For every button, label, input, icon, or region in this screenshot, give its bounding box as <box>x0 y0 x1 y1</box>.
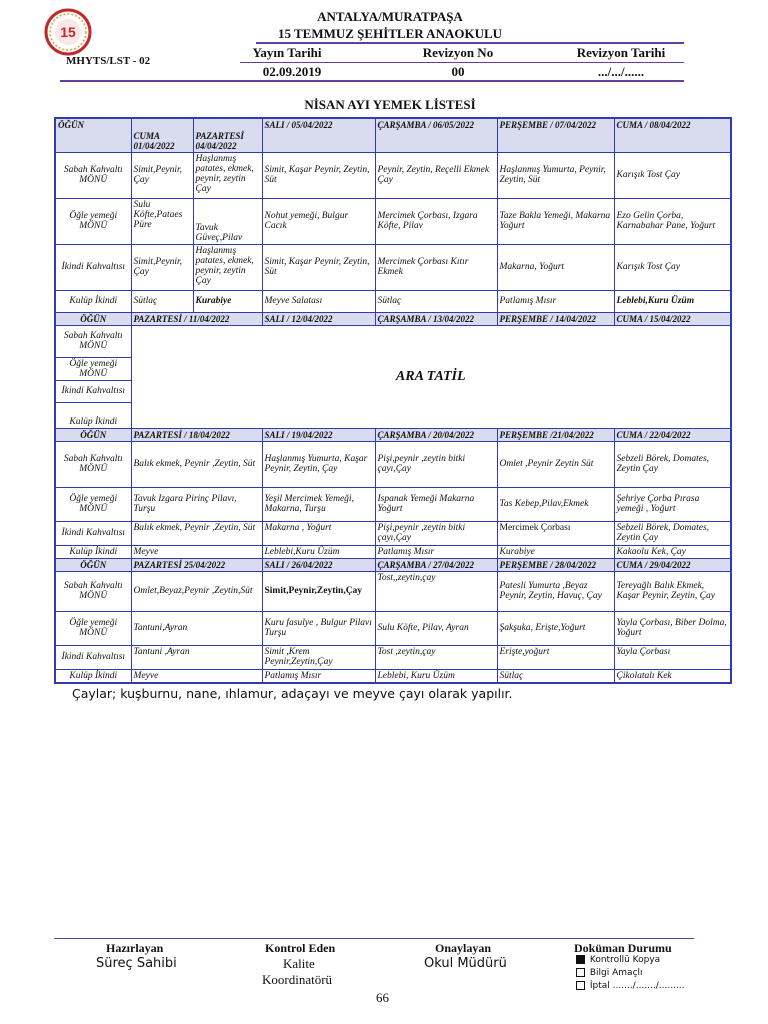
meal-menu-table <box>54 117 732 684</box>
header-cell: CUMA / 29/04/2022 <box>614 558 731 571</box>
header-line1: ANTALYA/MURATPAŞA <box>317 9 463 24</box>
header-cell: SALI / 05/04/2022 <box>262 118 375 152</box>
header-cell: CUMA / 22/04/2022 <box>614 428 731 441</box>
meal-name: Sabah Kahvaltı MÖNÜ <box>55 325 131 357</box>
menu-cell: Yeşil Mercimek Yemeği, Makarna, Turşu <box>262 487 375 521</box>
header-cell: PAZARTESİ / 11/04/2022 <box>131 312 262 325</box>
logo-text: 15 <box>60 24 76 40</box>
menu-cell: Tantuni ,Ayran <box>131 645 262 669</box>
menu-cell: Simit, Kaşar Peynir, Zeytin, Süt <box>262 244 375 290</box>
meal-name: Kulüp İkindi <box>55 290 131 312</box>
header-cell: PERŞEMBE / 28/04/2022 <box>497 558 614 571</box>
status-cancel <box>576 981 685 991</box>
table-row <box>55 521 731 545</box>
meal-name: Kulüp İkindi <box>55 669 131 683</box>
meal-name: Öğle yemeği MÖNÜ <box>55 611 131 645</box>
status-controlled-copy <box>576 955 660 965</box>
menu-cell: Haşlanmış Yumurta, Kaşar Peynir, Zeytin, Çay <box>262 441 375 487</box>
meal-name: Sabah Kahvaltı MÖNÜ <box>55 152 131 198</box>
table-row <box>55 244 731 290</box>
status-item-label: Kontrollü Kopya <box>589 955 661 965</box>
meal-name: Kulüp İkindi <box>55 402 131 428</box>
menu-cell: Sulu Köfte,Pataes Püre <box>131 198 193 244</box>
menu-cell: Simit, Kaşar Peynir, Zeytin, Süt <box>262 152 375 198</box>
revision-date-label: Revizyon Tarihi <box>576 45 666 60</box>
menu-cell: Leblebi,Kuru Üzüm <box>262 545 375 558</box>
header-cell: SALI / 19/04/2022 <box>262 428 375 441</box>
menu-cell: Taze Bakla Yemeği, Makarna Yoğurt <box>497 198 614 244</box>
revision-no: 00 <box>451 64 465 79</box>
table-row <box>55 571 731 611</box>
menu-cell: Mercimek Çorbası, Izgara Köfte, Pilav <box>375 198 497 244</box>
checkbox-checked-icon <box>576 955 585 964</box>
menu-cell: Haşlanmış patates, ekmek, peynir, zeytin Çay <box>193 152 262 198</box>
menu-cell: Leblebi, Kuru Üzüm <box>375 669 497 683</box>
control-label: Kontrol Eden <box>265 941 336 955</box>
header-cell: ÖĞÜN <box>55 118 131 152</box>
menu-cell: Simit ,Krem Peynir,Zeytin,Çay <box>262 645 375 669</box>
approved-label: Onaylayan <box>435 941 492 955</box>
menu-cell: Haşlanmış patates, ekmek, peynir, zeytin Çay <box>193 244 262 290</box>
menu-cell: Simit,Peynir,Zeytin,Çay <box>262 571 375 611</box>
meal-name: Öğle yemeği MÖNÜ <box>55 198 131 244</box>
meal-name: Öğle yemeği MÖNÜ <box>55 487 131 521</box>
header-cell: ÇARŞAMBA / 27/04/2022 <box>375 558 497 571</box>
header-cell: PAZARTESİ / 18/04/2022 <box>131 428 262 441</box>
menu-cell: Sütlaç <box>497 669 614 683</box>
status-label: Doküman Durumu <box>574 941 672 955</box>
meal-name: Sabah Kahvaltı MÖNÜ <box>55 571 131 611</box>
header-cell: ÖĞÜN <box>55 312 131 325</box>
menu-cell: Sütlaç <box>131 290 193 312</box>
menu-cell: Peynir, Zeytin, Reçelli Ekmek Çay <box>375 152 497 198</box>
header-school-name: 15 TEMMUZ ŞEHİTLER ANAOKULU <box>277 26 503 41</box>
status-item-label: Bilgi Amaçlı <box>589 968 643 978</box>
header-cell: PAZARTESİ 25/04/2022 <box>131 558 262 571</box>
table-row <box>55 152 731 198</box>
week2-header-row <box>55 312 731 325</box>
header-cell: PERŞEMBE /21/04/2022 <box>497 428 614 441</box>
header-cell: SALI / 26/04/2022 <box>262 558 375 571</box>
checkbox-icon <box>576 968 585 977</box>
menu-cell: Tavuk Izgara Pirinç Pilavı, Turşu <box>131 487 262 521</box>
menu-cell: Çikolatalı Kek <box>614 669 731 683</box>
menu-cell: Kuru fasulye , Bulgur Pilavı Turşu <box>262 611 375 645</box>
tea-note: Çaylar; kuşburnu, nane, ıhlamur, adaçayı ve meyve çayı olarak yapılır. <box>72 686 513 701</box>
header-cell: ÇARŞAMBA / 20/04/2022 <box>375 428 497 441</box>
header-cell: CUMA / 15/04/2022 <box>614 312 731 325</box>
menu-cell: Simit,Peynir, Çay <box>131 244 193 290</box>
menu-cell: Sütlaç <box>375 290 497 312</box>
menu-cell: Simit,Peynir, Çay <box>131 152 193 198</box>
menu-cell: Tas Kebep,Pilav,Ekmek <box>497 487 614 521</box>
menu-cell: Şakşuka, Erişte,Yoğurt <box>497 611 614 645</box>
prepared-label: Hazırlayan <box>106 941 164 955</box>
week4-header-row <box>55 558 731 571</box>
checkbox-icon <box>576 981 585 990</box>
table-row <box>55 441 731 487</box>
menu-cell: Makarna, Yoğurt <box>497 244 614 290</box>
menu-cell: Meyve <box>131 669 262 683</box>
menu-cell: Makarna , Yoğurt <box>262 521 375 545</box>
table-row <box>55 669 731 683</box>
control-value-1: Kalite <box>283 956 315 971</box>
menu-cell: Omlet ,Peynir Zeytin Süt <box>497 441 614 487</box>
footer-divider <box>54 938 694 939</box>
header-cell: CUMA / 08/04/2022 <box>614 118 731 152</box>
header-divider-bottom <box>60 80 684 82</box>
menu-cell: Patlamış Mısır <box>262 669 375 683</box>
menu-cell: Omlet,Beyaz,Peynir ,Zeytin,Süt <box>131 571 262 611</box>
menu-cell: Nohut yemeği, Bulgur Cacık <box>262 198 375 244</box>
menu-cell: Erişte,yoğurt <box>497 645 614 669</box>
menu-cell: Pişi,peynir ,zeytin bitki çayı,Çay <box>375 521 497 545</box>
meal-name: İkindi Kahvaltısı <box>55 244 131 290</box>
header-divider-mid <box>240 62 684 63</box>
status-item-label: İptal ......./......./......... <box>589 981 685 991</box>
table-row <box>55 290 731 312</box>
menu-cell: Kurabiye <box>497 545 614 558</box>
menu-cell: Sebzeli Börek, Domates, Zeytin Çay <box>614 521 731 545</box>
menu-cell: Meyve <box>131 545 262 558</box>
menu-cell: Ezo Gelin Çorba, Karnabahar Pane, Yoğurt <box>614 198 731 244</box>
meal-name: Sabah Kahvaltı MÖNÜ <box>55 441 131 487</box>
table-row <box>55 325 731 357</box>
meal-name: Öğle yemeği MÖNÜ <box>55 357 131 380</box>
menu-cell: Haşlanmış Yumurta, Peynir, Zeytin, Süt <box>497 152 614 198</box>
menu-cell: Mercimek Çorbası Kıtır Ekmek <box>375 244 497 290</box>
menu-cell: Balık ekmek, Peynir ,Zeytin, Süt <box>131 521 262 545</box>
menu-cell: Yayla Çorbası, Biber Dolma, Yoğurt <box>614 611 731 645</box>
header-divider-top <box>256 42 684 44</box>
publish-date: 02.09.2019 <box>262 64 322 79</box>
meal-name: İkindi Kahvaltısı <box>55 521 131 545</box>
header-cell: ÇARŞAMBA / 06/05/2022 <box>375 118 497 152</box>
menu-cell: Yayla Çorbası <box>614 645 731 669</box>
table-row <box>55 611 731 645</box>
menu-cell: Kurabiye <box>193 290 262 312</box>
holiday-label: ARA TATİL <box>131 325 731 428</box>
menu-cell: Karışık Tost Çay <box>614 244 731 290</box>
menu-cell: Tavuk Güveç,Pilav <box>193 198 262 244</box>
prepared-value: Süreç Sahibi <box>96 956 177 971</box>
menu-cell: Leblebi,Kuru Üzüm <box>614 290 731 312</box>
header-cell: PERŞEMBE / 14/04/2022 <box>497 312 614 325</box>
header-cell: ÖĞÜN <box>55 558 131 571</box>
menu-cell: Sebzeli Börek, Domates, Zeytin Çay <box>614 441 731 487</box>
doc-code: MHYTS/LST - 02 <box>66 55 151 67</box>
menu-cell: Patlamış Mısır <box>497 290 614 312</box>
menu-cell: Tantuni,Ayran <box>131 611 262 645</box>
menu-cell: Patlamış Mısır <box>375 545 497 558</box>
meal-name: İkindi Kahvaltısı <box>55 645 131 669</box>
header-cell: ÇARŞAMBA / 13/04/2022 <box>375 312 497 325</box>
menu-cell: Tost ,zeytin,çay <box>375 645 497 669</box>
menu-cell: Tost,,zeytin,çay <box>375 571 497 611</box>
header-cell: PERŞEMBE / 07/04/2022 <box>497 118 614 152</box>
publish-date-label: Yayın Tarihi <box>252 45 322 60</box>
status-info <box>576 968 643 978</box>
menu-cell: Balık ekmek, Peynir ,Zeytin, Süt <box>131 441 262 487</box>
week1-header-row <box>55 118 731 152</box>
menu-cell: Meyve Salatası <box>262 290 375 312</box>
header-cell: CUMA 01/04/2022 <box>131 118 193 152</box>
table-row <box>55 198 731 244</box>
control-value-2: Koordinatörü <box>262 972 333 987</box>
table-row <box>55 645 731 669</box>
week3-header-row <box>55 428 731 441</box>
table-row <box>55 545 731 558</box>
menu-cell: Ispanak Yemeği Makarna Yoğurt <box>375 487 497 521</box>
menu-cell: Tereyağlı Balık Ekmek, Kaşar Peynir, Zeytin, Çay <box>614 571 731 611</box>
table-row <box>55 487 731 521</box>
menu-cell: Mercimek Çorbası <box>497 521 614 545</box>
menu-cell: Karışık Tost Çay <box>614 152 731 198</box>
menu-cell: Pişi,peynir ,zeytin bitki çayı,Çay <box>375 441 497 487</box>
revision-no-label: Revizyon No <box>422 45 494 60</box>
page-number: 66 <box>376 990 389 1005</box>
meal-name: İkindi Kahvaltısı <box>55 380 131 402</box>
menu-cell: Kakaolu Kek, Çay <box>614 545 731 558</box>
menu-cell: Sulu Köfte, Pilav, Ayran <box>375 611 497 645</box>
approved-value: Okul Müdürü <box>424 956 507 971</box>
menu-cell: Patesli Yumurta ,Beyaz Peynir, Zeytin, Havuç, Çay <box>497 571 614 611</box>
page-title: NİSAN AYI YEMEK LİSTESİ <box>304 97 476 112</box>
header-cell: ÖĞÜN <box>55 428 131 441</box>
meal-name: Kulüp İkindi <box>55 545 131 558</box>
menu-cell: Şehriye Çorba Pırasa yemeği , Yoğurt <box>614 487 731 521</box>
header-cell: PAZARTESİ 04/04/2022 <box>193 118 262 152</box>
school-logo <box>44 8 92 56</box>
revision-date: .../.../...... <box>597 64 645 79</box>
header-cell: SALI / 12/04/2022 <box>262 312 375 325</box>
